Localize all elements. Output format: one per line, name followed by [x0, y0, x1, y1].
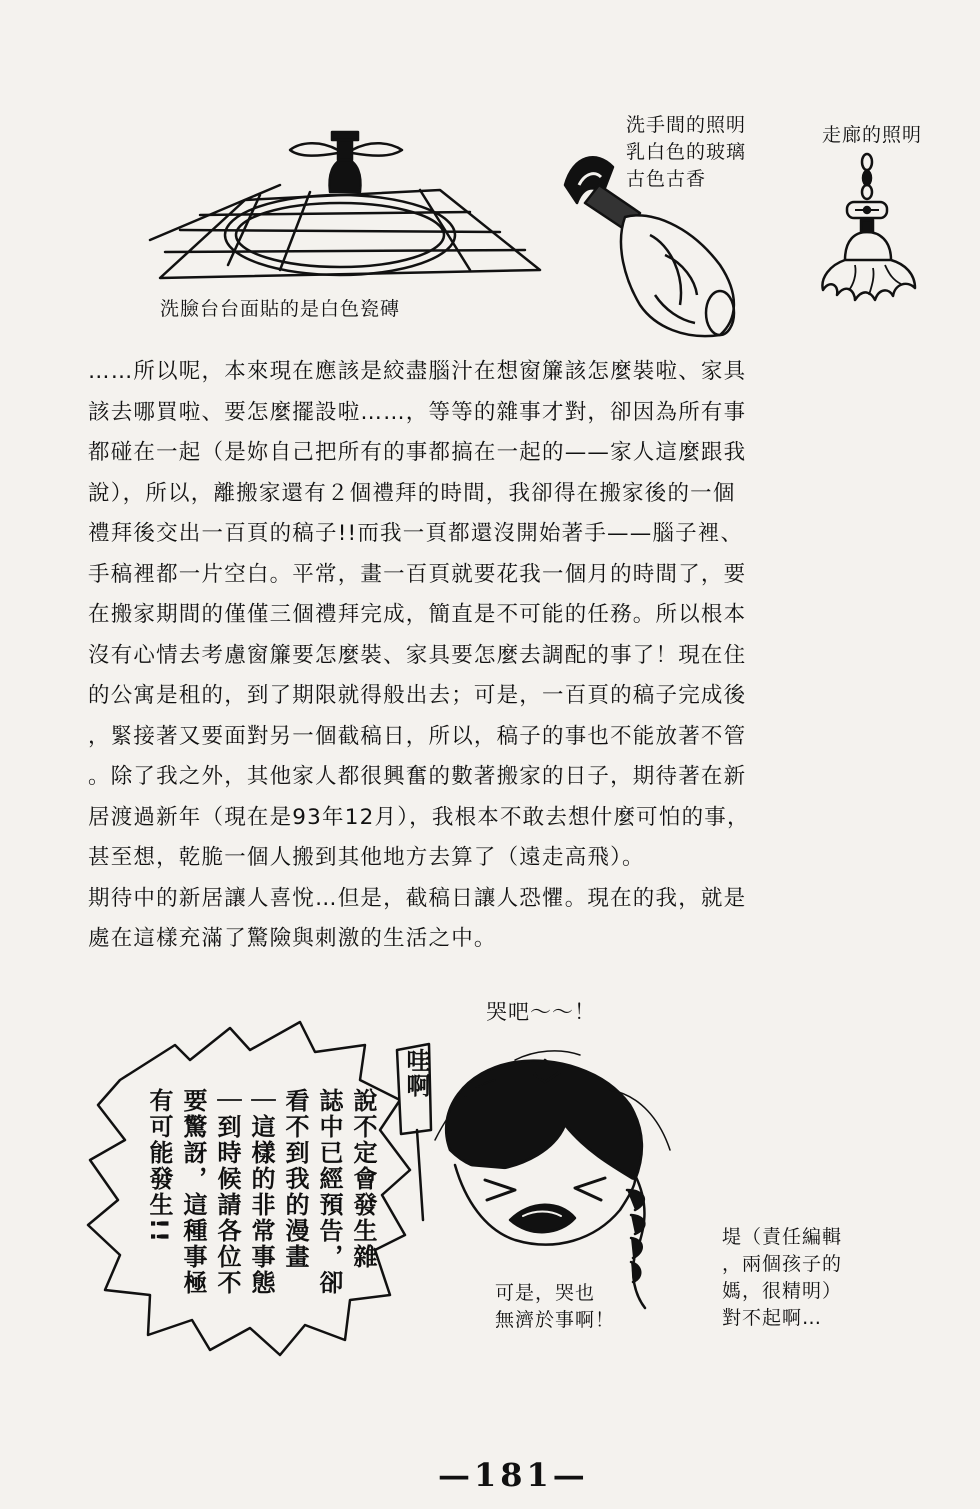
essay-line-1: ……所以呢，本來現在應該是絞盡腦汁在想窗簾該怎麼裝啦、家具: [88, 359, 747, 384]
washbasin-illustration: [140, 120, 560, 300]
crying-character: [395, 1030, 715, 1310]
editor-line-3: 媽，很精明）: [722, 1280, 843, 1302]
essay-line-6: 手稿裡都一片空白。平常，畫一百頁就要花我一個月的時間了，要: [88, 561, 747, 587]
wah-sfx: 哇啊: [402, 1048, 430, 1098]
cry-caption: 哭吧～～！: [486, 1000, 596, 1024]
bubble-column-4: ｜這樣的非常事態: [247, 1088, 275, 1296]
editor-caption: [722, 1224, 842, 1332]
editor-line-1: 堤（責任編輯: [722, 1226, 843, 1248]
no-use-line-1: 可是，哭也: [495, 1282, 596, 1304]
essay-line-10: ，緊接著又要面對另一個截稿日，所以，稿子的事也不能放著不管: [88, 723, 747, 749]
bubble-text: [142, 1088, 380, 1298]
no-use-line-2: 無濟於事啊！: [495, 1309, 616, 1331]
hallway-lamp-illustration: [815, 150, 925, 325]
essay-text: [88, 352, 888, 960]
essay-line-3: 都碰在一起（是妳自己把所有的事都搞在一起的——家人這麼跟我: [88, 440, 747, 465]
bubble-column-3: 看不到我的漫畫: [281, 1088, 309, 1270]
bathroom-light-line-3: 古色古香: [626, 168, 707, 190]
essay-line-14: 期待中的新居讓人喜悅…但是，截稿日讓人恐懼。現在的我，就是: [88, 885, 747, 911]
editor-line-2: ，兩個孩子的: [722, 1253, 843, 1275]
bathroom-light-line-1: 洗手間的照明: [626, 114, 747, 136]
bubble-column-2: 誌中已經預告，卻: [315, 1088, 343, 1296]
essay-line-8: 沒有心情去考慮窗簾要怎麼裝、家具要怎麼去調配的事了！現在住: [88, 642, 747, 668]
hallway-light-caption: 走廊的照明: [822, 124, 923, 146]
bathroom-light-caption: [626, 112, 746, 193]
bubble-column-7: 有可能發生!!: [145, 1088, 173, 1244]
essay-line-12: 居渡過新年（現在是93年12月），我根本不敢去想什麼可怕的事，: [88, 804, 750, 830]
essay-line-11: 。除了我之外，其他家人都很興奮的數著搬家的日子，期待著在新: [88, 764, 747, 789]
no-use-caption: [495, 1280, 615, 1334]
essay-line-2: 該去哪買啦、要怎麼擺設啦……，等等的雜事才對，卻因為所有事: [88, 399, 747, 425]
bubble-column-5: ｜到時候請各位不: [213, 1088, 241, 1296]
essay-line-13: 甚至想，乾脆一個人搬到其他地方去算了（遠走高飛）。: [88, 845, 645, 870]
essay-line-5: 禮拜後交出一百頁的稿子!!而我一頁都還沒開始著手——腦子裡、: [88, 521, 744, 546]
basin-caption: 洗臉台台面貼的是白色瓷磚: [160, 298, 401, 320]
editor-line-4: 對不起啊…: [722, 1307, 823, 1329]
page-number: —181—: [438, 1456, 589, 1494]
essay-line-4: 說），所以，離搬家還有２個禮拜的時間，我卻得在搬家後的一個: [88, 480, 736, 506]
essay-line-9: 的公寓是租的，到了期限就得般出去；可是，一百頁的稿子完成後: [88, 683, 747, 708]
essay-line-15: 處在這樣充滿了驚險與刺激的生活之中。: [88, 926, 497, 951]
bubble-column-6: 要驚訝，這種事極: [179, 1088, 207, 1296]
bathroom-light-line-2: 乳白色的玻璃: [626, 141, 747, 163]
essay-line-7: 在搬家期間的僅僅三個禮拜完成，簡直是不可能的任務。所以根本: [88, 602, 747, 627]
bubble-column-1: 說不定會發生雜: [349, 1088, 377, 1270]
